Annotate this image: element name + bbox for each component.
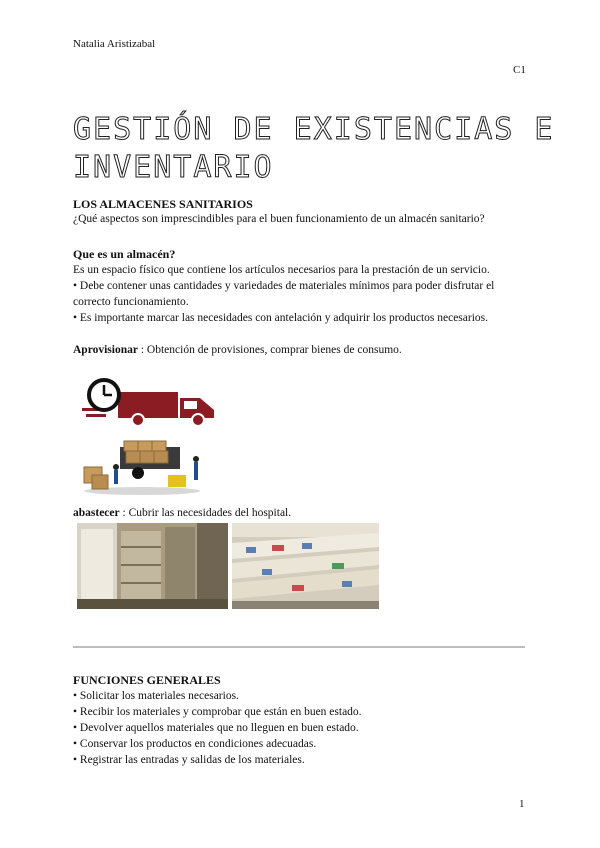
section-body	[73, 262, 533, 326]
page-number: 1	[519, 798, 525, 810]
section-heading-almacenes: LOS ALMACENES SANITARIOS	[73, 197, 253, 211]
header-author: Natalia Aristizabal	[73, 38, 156, 50]
speed-line	[86, 414, 106, 417]
funciones-list	[73, 688, 533, 768]
document-title	[73, 111, 554, 187]
abastecer-term: abastecer	[73, 507, 120, 519]
body-line: • Es importante marcar las necesidades con antelación y adquirir los productos necesarios.	[73, 312, 489, 324]
section-heading-almacen: Que es un almacén?	[73, 247, 176, 261]
clock-truck-icon	[80, 378, 220, 430]
section-question: ¿Qué aspectos son imprescindibles para el buen funcionamiento de un almacén sanitario?	[73, 213, 485, 225]
aprovisionar-term: Aprovisionar	[73, 344, 138, 356]
section-separator	[73, 646, 525, 648]
body-line: • Debe contener unas cantidades y variedades de materiales mínimos para poder disfrutar el	[73, 280, 495, 292]
aprovisionar-definition	[73, 342, 402, 358]
storage-shelves-photo	[77, 523, 228, 609]
list-item: • Solicitar los materiales necesarios.	[73, 690, 239, 702]
abastecer-definition	[73, 505, 291, 521]
truck-wheel	[192, 414, 204, 426]
aprovisionar-text: : Obtención de provisiones, comprar bienes de consumo.	[137, 344, 402, 356]
body-line: Es un espacio físico que contiene los artículos necesarios para la prestación de un servicio.	[73, 264, 490, 276]
section-heading-funciones: FUNCIONES GENERALES	[73, 673, 221, 687]
body-line: correcto funcionamiento.	[73, 296, 189, 308]
title-line-2: INVENTARIO	[73, 150, 274, 185]
list-item: • Devolver aquellos materiales que no lleguen en buen estado.	[73, 722, 359, 734]
header-code: C1	[513, 64, 526, 76]
warehouse-workers-illustration	[80, 437, 205, 495]
list-item: • Recibir los materiales y comprobar que están en buen estado.	[73, 706, 362, 718]
truck-window	[184, 401, 197, 409]
list-item: • Conservar los productos en condiciones adecuadas.	[73, 738, 317, 750]
truck-wheel	[132, 414, 144, 426]
abastecer-text: : Cubrir las necesidades del hospital.	[119, 507, 292, 519]
truck-cargo	[118, 392, 178, 418]
list-item: • Registrar las entradas y salidas de los materiales.	[73, 754, 305, 766]
supplies-drawers-photo	[232, 523, 379, 609]
title-line-1: GESTIÓN DE EXISTENCIAS E	[73, 112, 555, 147]
